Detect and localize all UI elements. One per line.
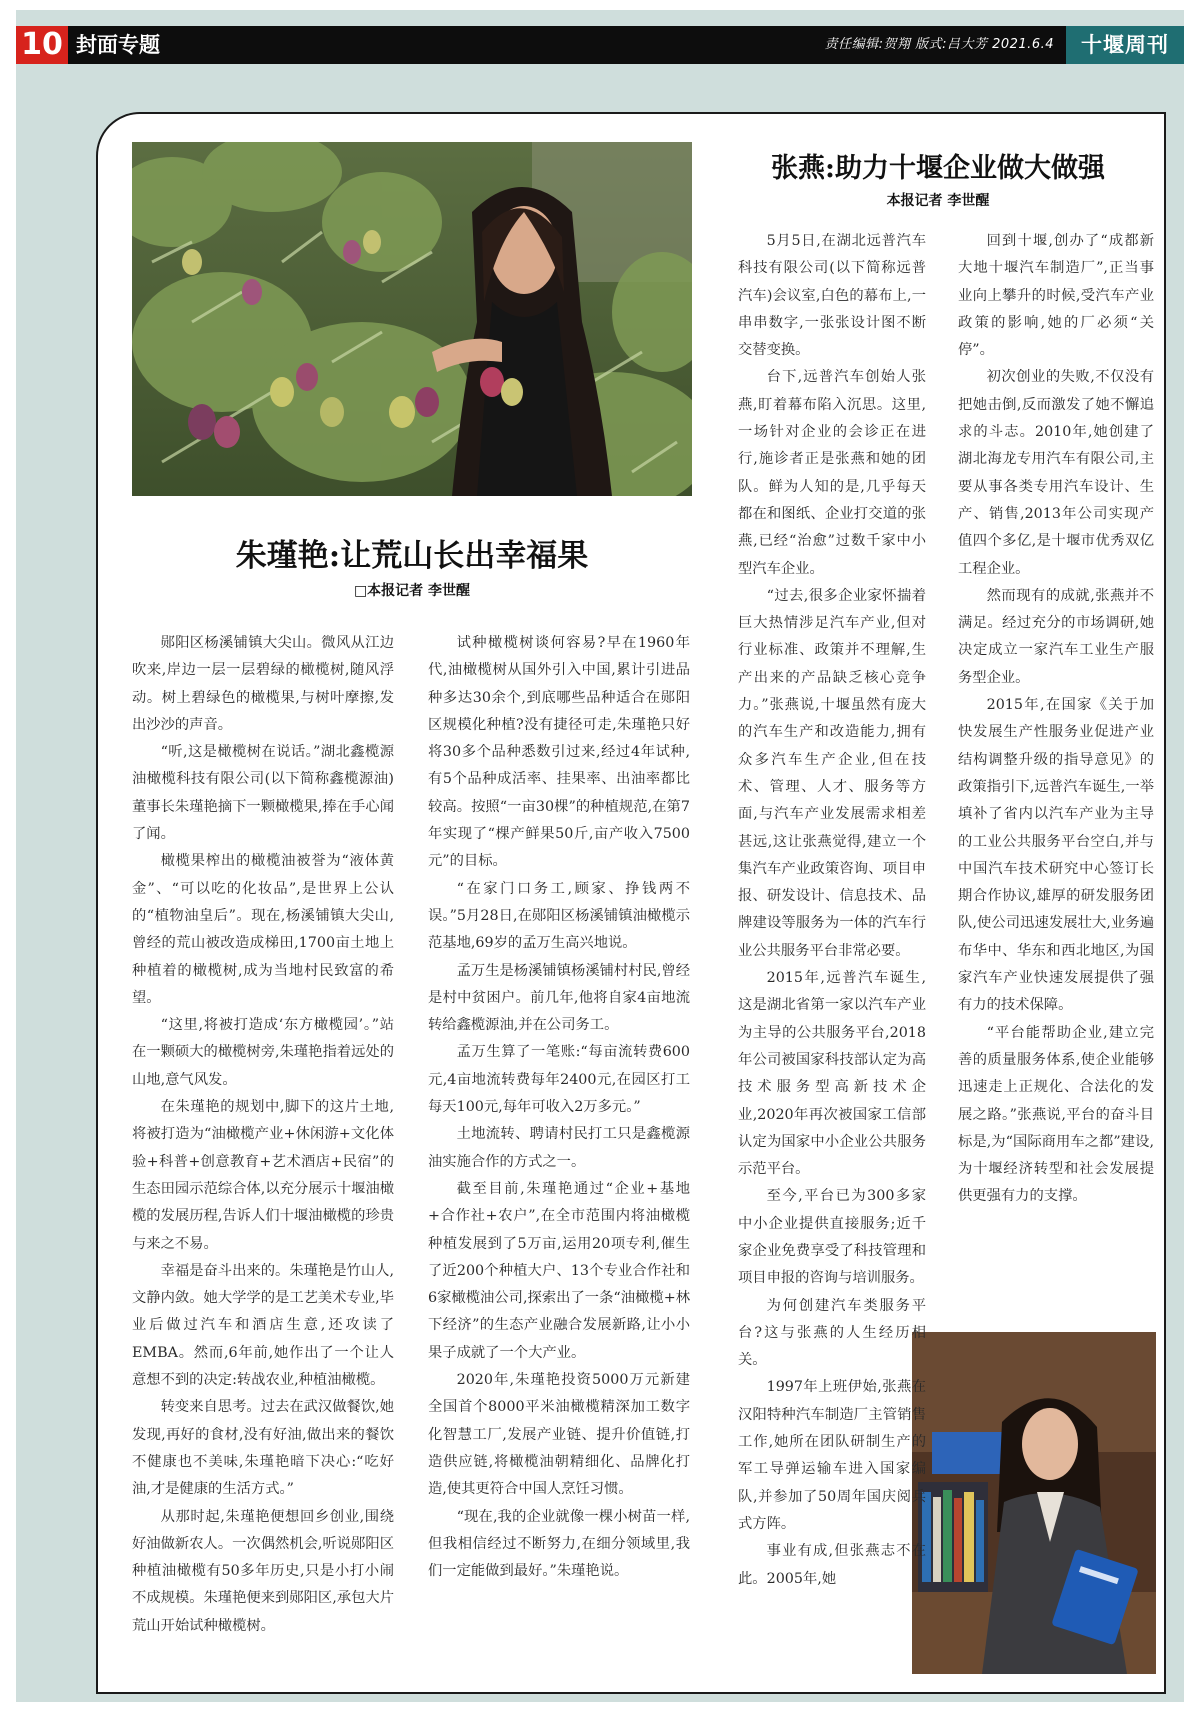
article-paragraph: 孟万生算了一笔账:“每亩流转费600元,4亩地流转费每年2400元,在园区打工每天100元,每年可收入2万多元。” (428, 1044, 690, 1116)
zhang-yan-portrait-photo (912, 1332, 1156, 1674)
article-paragraph: 从那时起,朱瑾艳便想回乡创业,围绕好油做新农人。一次偶然机会,听说郧阳区种植油橄榄有50多年历史,只是小打小闹不成规模。朱瑾艳便来到郧阳区,承包大片荒山开始试种橄榄树。 (132, 1508, 394, 1634)
article-paragraph: “在家门口务工,顾家、挣钱两不误。”5月28日,在郧阳区杨溪铺镇油橄榄示范基地,69岁的孟万生高兴地说。 (428, 880, 690, 952)
article-paragraph: 1997年上班伊始,张燕在汉阳特种汽车制造厂主管销售工作,她所在团队研制生产的军工导弹运输车进入国家编队,并参加了50周年国庆阅兵式方阵。 (738, 1379, 926, 1532)
article1-column-1 (132, 630, 394, 1680)
article-paragraph: 至今,平台已为300多家中小企业提供直接服务;近千家企业免费享受了科技管理和项目申报的咨询与培训服务。 (738, 1188, 926, 1287)
olive-orchard-photo (132, 142, 692, 496)
article1-column-2 (428, 630, 690, 1680)
article2-title: 张燕:助力十堰企业做大做强 (771, 153, 1105, 184)
article-paragraph: 幸福是奋斗出来的。朱瑾艳是竹山人,文静内敛。她大学学的是工艺美术专业,毕业后做过汽车和酒店生意,还攻读了EMBA。然而,6年前,她作出了一个让人意想不到的决定:转战农业,种植油橄榄。 (132, 1262, 394, 1389)
article2-column-1 (738, 228, 926, 1676)
section-title: 封面专题 (76, 33, 160, 57)
article-paragraph: 试种橄榄树谈何容易?早在1960年代,油橄榄树从国外引入中国,累计引进品种多达30余个,到底哪些品种适合在郧阳区规模化种植?没有捷径可走,朱瑾艳只好将30多个品种悉数引过来,经过4年试种,有5个品种成活率、挂果率、出油率都比较高。按照“一亩30棵”的种植规范,在第7年实现了“棵产鲜果50斤,亩产收入7500元”的目标。 (428, 635, 690, 870)
page-header (16, 26, 1184, 64)
article1-byline: □本报记者 李世醒 (353, 583, 471, 599)
masthead-logo: 十堰周刊 (1066, 26, 1184, 64)
article-paragraph: 孟万生是杨溪铺镇杨溪铺村村民,曾经是村中贫困户。前几年,他将自家4亩地流转给鑫榄源油,并在公司务工。 (428, 962, 690, 1034)
article-paragraph: “现在,我的企业就像一棵小树苗一样,但我相信经过不断努力,在细分领域里,我们一定能做到最好。”朱瑾艳说。 (428, 1508, 690, 1580)
article-paragraph: “听,这是橄榄树在说话。”湖北鑫榄源油橄榄科技有限公司(以下简称鑫榄源油)董事长朱瑾艳摘下一颗橄榄果,捧在手心闻了闻。 (132, 744, 394, 843)
article2-column-2 (958, 228, 1154, 1310)
article-paragraph: 然而现有的成就,张燕并不满足。经过充分的市场调研,她决定成立一家汽车工业生产服务型企业。 (958, 587, 1154, 686)
article1-title: 朱瑾艳:让荒山长出幸福果 (235, 538, 589, 574)
article-paragraph: 土地流转、聘请村民打工只是鑫榄源油实施合作的方式之一。 (428, 1126, 690, 1170)
article-paragraph: 橄榄果榨出的橄榄油被誉为“液体黄金”、“可以吃的化妆品”,是世界上公认的“植物油皇后”。现在,杨溪铺镇大尖山,曾经的荒山被改造成梯田,1700亩土地上种植着的橄榄树,成为当地村民致富的希望。 (132, 853, 394, 1006)
article-paragraph: 截至目前,朱瑾艳通过“企业+基地+合作社+农户”,在全市范围内将油橄榄种植发展到了5万亩,运用20项专利,催生了近200个种植大户、13个专业合作社和6家橄榄油公司,探索出了一条“油橄榄+林下经济”的生态产业融合发展新路,让小小果子成就了一个大产业。 (428, 1180, 690, 1361)
article-paragraph: 为何创建汽车类服务平台?这与张燕的人生经历相关。 (738, 1297, 926, 1369)
article-paragraph: 回到十堰,创办了“成都新大地十堰汽车制造厂”,正当事业向上攀升的时候,受汽车产业政策的影响,她的厂必须“关停”。 (958, 233, 1154, 359)
article-paragraph: 郧阳区杨溪铺镇大尖山。微风从江边吹来,岸边一层一层碧绿的橄榄树,随风浮动。树上碧绿色的橄榄果,与树叶摩擦,发出沙沙的声音。 (132, 635, 394, 733)
article-paragraph: 2020年,朱瑾艳投资5000万元新建全国首个8000平米油橄榄精深加工数字化智慧工厂,发展产业链、提升价值链,打造供应链,将橄榄油朝精细化、品牌化打造,使其更符合中国人烹饪习惯。 (428, 1372, 690, 1498)
editor-credits: 责任编辑:贺翔 版式:吕大芳 2021.6.4 (824, 37, 1054, 52)
article-paragraph: “平台能帮助企业,建立完善的质量服务体系,使企业能够迅速走上正规化、合法化的发展之路。”张燕说,平台的奋斗目标是,为“国际商用车之都”建设,为十堰经济转型和社会发展提供更强有力的支撑。 (958, 1024, 1154, 1205)
article-paragraph: “过去,很多企业家怀揣着巨大热情涉足汽车产业,但对行业标准、政策并不理解,生产出来的产品缺乏核心竞争力。”张燕说,十堰虽然有庞大的汽车生产和改造能力,拥有众多汽车生产企业,但在技术、管理、人才、服务等方面,与汽车产业发展需求相差甚远,这让张燕觉得,建立一个集汽车产业政策咨询、项目申报、研发设计、信息技术、品牌建设等服务为一体的汽车行业公共服务平台非常必要。 (738, 587, 926, 959)
article-paragraph: 转变来自思考。过去在武汉做餐饮,她发现,再好的食材,没有好油,做出来的餐饮不健康也不美味,朱瑾艳暗下决心:“吃好油,才是健康的生活方式。” (132, 1399, 394, 1498)
article-paragraph: 2015年,远普汽车诞生,这是湖北省第一家以汽车产业为主导的公共服务平台,2018年公司被国家科技部认定为高技术服务型高新技术企业,2020年再次被国家工信部认定为国家中小企业公共服务示范平台。 (738, 970, 926, 1178)
article-paragraph: 初次创业的失败,不仅没有把她击倒,反而激发了她不懈追求的斗志。2010年,她创建了湖北海龙专用汽车有限公司,主要从事各类专用汽车设计、生产、销售,2013年公司实现产值四个多亿,是十堰市优秀双亿工程企业。 (958, 369, 1154, 577)
article-paragraph: 台下,远普汽车创始人张燕,盯着幕布陷入沉思。这里,一场针对企业的会诊正在进行,施诊者正是张燕和她的团队。鲜为人知的是,几乎每天都在和图纸、企业打交道的张燕,已经“治愈”过数千家中小型汽车企业。 (738, 369, 926, 577)
article-paragraph: “这里,将被打造成‘东方橄榄园’。”站在一颗硕大的橄榄树旁,朱瑾艳指着远处的山地,意气风发。 (132, 1017, 394, 1088)
article2-byline: 本报记者 李世醒 (886, 193, 990, 209)
article-paragraph: 5月5日,在湖北远普汽车科技有限公司(以下简称远普汽车)会议室,白色的幕布上,一串串数字,一张张设计图不断交替变换。 (738, 233, 926, 359)
article-paragraph: 在朱瑾艳的规划中,脚下的这片土地,将被打造为“油橄榄产业+休闲游+文化体验+科普+创意教育+艺术酒店+民宿”的生态田园示范综合体,以充分展示十堰油橄榄的发展历程,告诉人们十堰油橄榄的珍贵与来之不易。 (132, 1099, 394, 1252)
article-paragraph: 事业有成,但张燕志不在此。2005年,她 (738, 1543, 926, 1587)
article-paragraph: 2015年,在国家《关于加快发展生产性服务业促进产业结构调整升级的指导意见》的政策指引下,远普汽车诞生,一举填补了省内以汽车产业为主导的工业公共服务平台空白,并与中国汽车技术研究中心签订长期合作协议,雄厚的研发服务团队,使公司迅速发展壮大,业务遍布华中、华东和西北地区,为国家汽车产业快速发展提供了强有力的技术保障。 (958, 697, 1154, 1014)
page-number: 10 (16, 26, 68, 64)
